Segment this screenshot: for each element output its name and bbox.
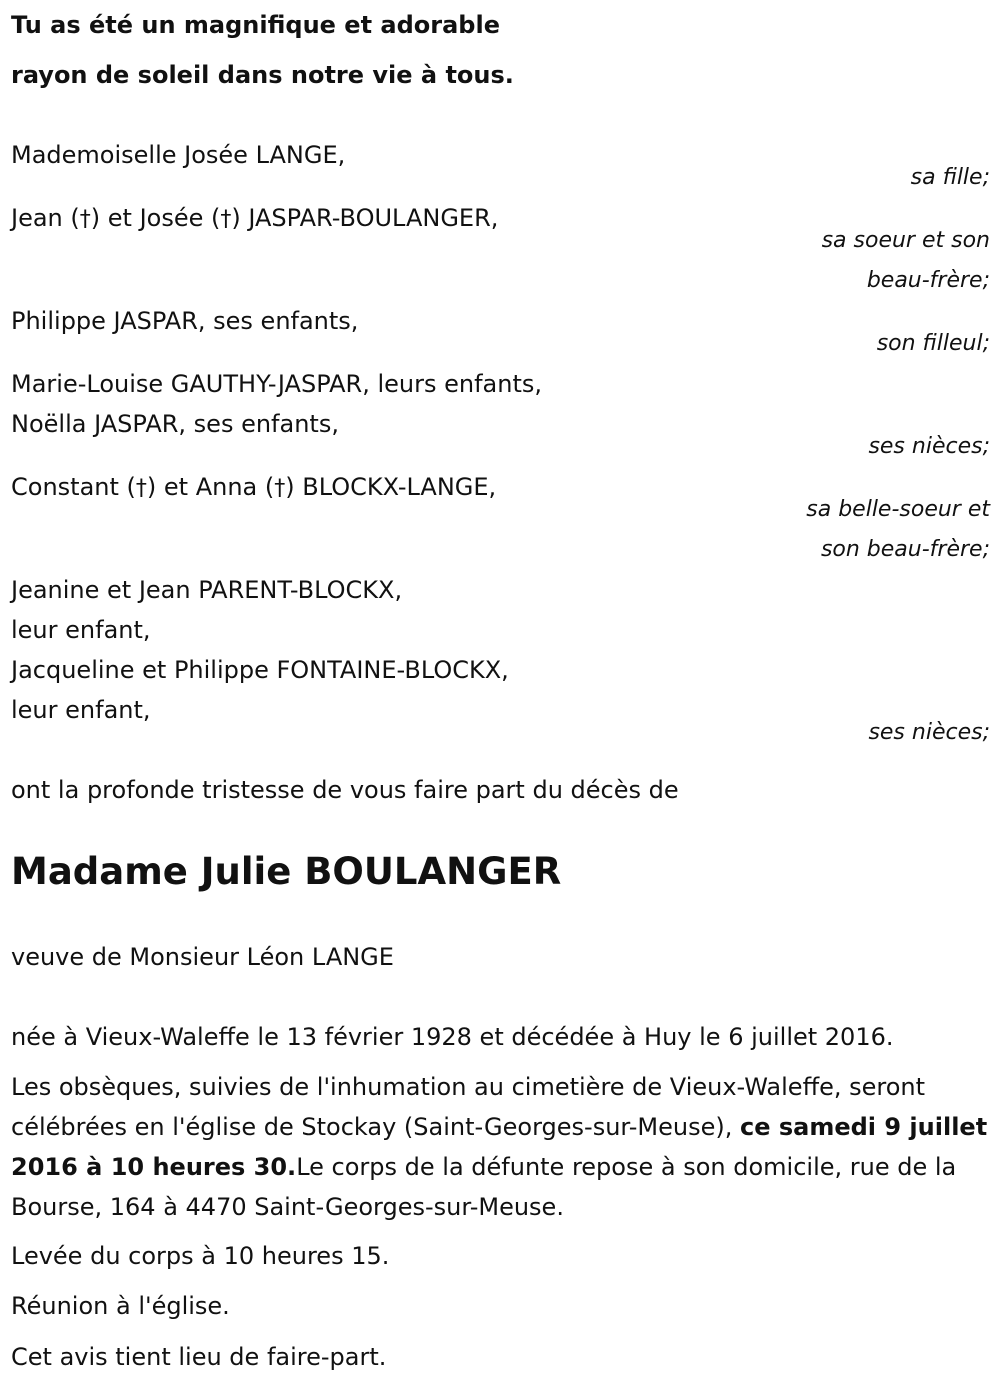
relation-label: ses nièces; — [868, 434, 990, 459]
family-line: Jacqueline et Philippe FONTAINE-BLOCKX, — [11, 656, 509, 684]
reunion-text: Réunion à l'église. — [11, 1292, 230, 1320]
epigraph-line-2: rayon de soleil dans notre vie à tous. — [11, 61, 514, 89]
deceased-cross-icon: † — [135, 476, 147, 501]
deceased-cross-icon: † — [220, 207, 232, 232]
relation-label: ses nièces; — [868, 720, 990, 745]
relation-label: sa fille; — [910, 165, 990, 190]
funeral-text: Les obsèques, suivies de l'inhumation au cimetière de Vieux-Waleffe, seront célébrées en l'église de Stockay (Saint-Georges-sur-Meuse), — [11, 1073, 926, 1141]
family-line: Philippe JASPAR, ses enfants, — [11, 307, 359, 335]
family-line: leur enfant, — [11, 616, 151, 644]
levee-text: Levée du corps à 10 heures 15. — [11, 1242, 390, 1270]
family-line: Mademoiselle Josée LANGE, — [11, 141, 346, 169]
family-line: leur enfant, — [11, 696, 151, 724]
epigraph-line-1: Tu as été un magnifique et adorable — [11, 11, 500, 39]
funeral-paragraph — [11, 1067, 991, 1227]
family-line: Noëlla JASPAR, ses enfants, — [11, 410, 339, 438]
family-line: Marie-Louise GAUTHY-JASPAR, leurs enfants, — [11, 370, 543, 398]
family-line: Jean (†) et Josée (†) JASPAR-BOULANGER, — [11, 204, 499, 232]
deceased-cross-icon: † — [274, 476, 286, 501]
deceased-name: Madame Julie BOULANGER — [11, 850, 562, 893]
relation-label: sa soeur et son — [821, 228, 990, 253]
funeral-text: Le corps de la défunte repose à son domicile, rue de la Bourse, 164 à 4470 Saint-Georges-sur-Meuse. — [11, 1153, 957, 1221]
family-line: Constant (†) et Anna (†) BLOCKX-LANGE, — [11, 473, 497, 501]
closing-text: Cet avis tient lieu de faire-part. — [11, 1343, 387, 1371]
family-line: Jeanine et Jean PARENT-BLOCKX, — [11, 576, 403, 604]
widow-of-text: veuve de Monsieur Léon LANGE — [11, 943, 394, 971]
relation-label: son filleul; — [876, 331, 990, 356]
announcement-text: ont la profonde tristesse de vous faire part du décès de — [11, 776, 679, 804]
relation-label: son beau-frère; — [820, 537, 990, 562]
relation-label: beau-frère; — [866, 268, 990, 293]
relation-label: sa belle-soeur et — [806, 497, 990, 522]
funeral-date: ce samedi 9 juillet 2016 à 10 heures 30. — [11, 1113, 988, 1181]
deceased-cross-icon: † — [79, 207, 91, 232]
birth-death-text: née à Vieux-Waleffe le 13 février 1928 et décédée à Huy le 6 juillet 2016. — [11, 1023, 894, 1051]
